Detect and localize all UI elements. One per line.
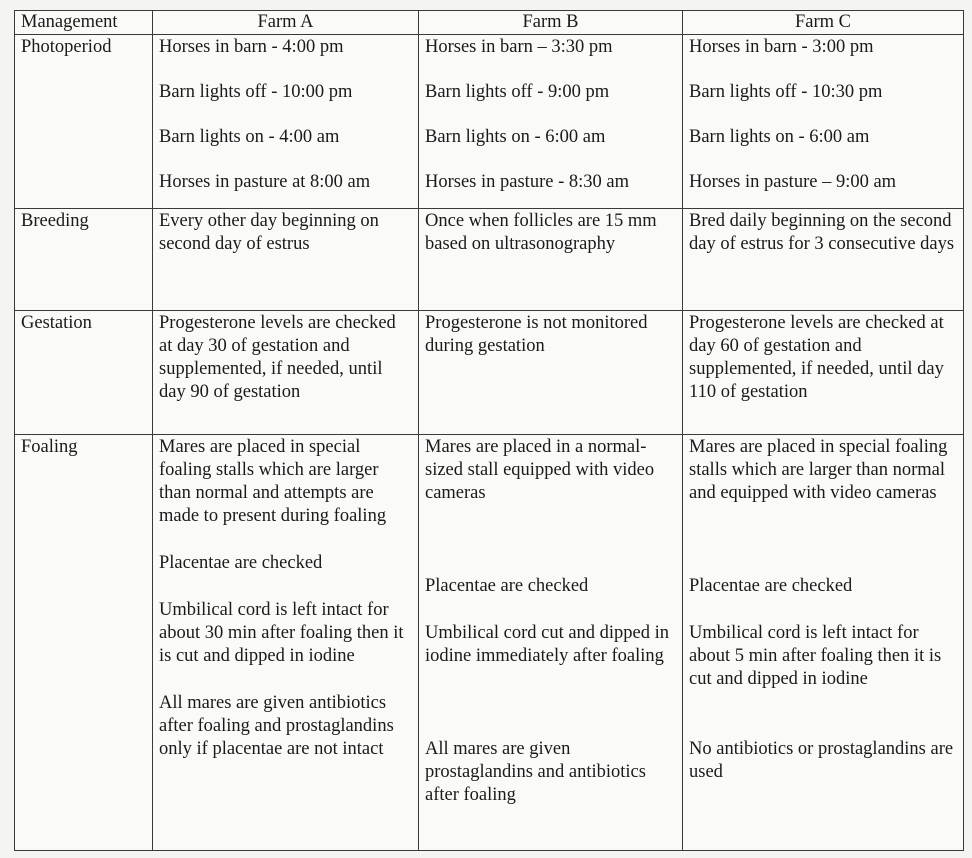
- cell-breeding-farm-b: [419, 209, 683, 311]
- header-management: Management: [15, 11, 153, 35]
- cell-text: Horses in pasture - 8:30 am: [425, 172, 629, 192]
- table-row-gestation: [15, 311, 964, 435]
- header-farm-c: Farm C: [683, 11, 964, 35]
- cell-text: No antibiotics or prostaglandins are used: [689, 739, 954, 782]
- cell-text: Progesterone levels are checked at day 60 of gestation and supplemented, if needed, until day 110 of gestation: [689, 313, 944, 402]
- cell-text: Placentae are checked: [425, 576, 589, 596]
- header-row: [15, 11, 964, 35]
- cell-text: All mares are given prostaglandins and antibiotics after foaling: [425, 739, 646, 805]
- cell-foaling-farm-a: [153, 435, 419, 851]
- cell-text: Umbilical cord cut and dipped in iodine immediately after foaling: [425, 623, 670, 666]
- cell-foaling-farm-c: [683, 435, 964, 851]
- table-row-breeding: [15, 209, 964, 311]
- cell-text: Barn lights off - 10:30 pm: [689, 82, 883, 102]
- cell-text: All mares are given antibiotics after foaling and prostaglandins only if placentae are not intact: [159, 693, 394, 759]
- cell-text: Mares are placed in special foaling stalls which are larger than normal and attempts are made to present during foaling: [159, 437, 387, 526]
- cell-text: Horses in barn - 3:00 pm: [689, 37, 874, 57]
- cell-text: Horses in barn - 4:00 pm: [159, 37, 344, 57]
- cell-gestation-farm-a: [153, 311, 419, 435]
- cell-gestation-farm-b: [419, 311, 683, 435]
- cell-text: Placentae are checked: [689, 576, 853, 596]
- cell-text: Mares are placed in special foaling stalls which are larger than normal and equipped with video cameras: [689, 437, 948, 503]
- cell-text: Barn lights on - 4:00 am: [159, 127, 340, 147]
- cell-photoperiod-farm-b: [419, 35, 683, 209]
- table-row-photoperiod: [15, 35, 964, 209]
- cell-text: Placentae are checked: [159, 553, 323, 573]
- cell-text: Barn lights off - 9:00 pm: [425, 82, 610, 102]
- header-farm-b: Farm B: [419, 11, 683, 35]
- row-label-foaling: Foaling: [15, 435, 153, 851]
- table-row-foaling: [15, 435, 964, 851]
- cell-text: Horses in pasture – 9:00 am: [689, 172, 897, 192]
- cell-text: Progesterone levels are checked at day 30 of gestation and supplemented, if needed, until day 90 of gestation: [159, 313, 396, 402]
- cell-photoperiod-farm-c: [683, 35, 964, 209]
- cell-text: Every other day beginning on second day of estrus: [159, 211, 379, 254]
- cell-breeding-farm-a: [153, 209, 419, 311]
- cell-text: Barn lights off - 10:00 pm: [159, 82, 353, 102]
- cell-gestation-farm-c: [683, 311, 964, 435]
- cell-text: Progesterone is not monitored during gestation: [425, 313, 648, 356]
- cell-breeding-farm-c: [683, 209, 964, 311]
- cell-text: Umbilical cord is left intact for about 5 min after foaling then it is cut and dipped in iodine: [689, 623, 942, 689]
- row-label-photoperiod: Photoperiod: [15, 35, 153, 209]
- header-farm-a: Farm A: [153, 11, 419, 35]
- cell-text: Mares are placed in a normal-sized stall equipped with video cameras: [425, 437, 655, 503]
- cell-text: Horses in barn – 3:30 pm: [425, 37, 613, 57]
- row-label-breeding: Breeding: [15, 209, 153, 311]
- cell-text: Bred daily beginning on the second day of estrus for 3 consecutive days: [689, 211, 955, 254]
- cell-text: Umbilical cord is left intact for about 30 min after foaling then it is cut and dipped in iodine: [159, 600, 404, 666]
- cell-text: Horses in pasture at 8:00 am: [159, 172, 371, 192]
- cell-foaling-farm-b: [419, 435, 683, 851]
- row-label-gestation: Gestation: [15, 311, 153, 435]
- management-comparison-table: [14, 10, 964, 851]
- cell-text: Barn lights on - 6:00 am: [689, 127, 870, 147]
- cell-text: Barn lights on - 6:00 am: [425, 127, 606, 147]
- cell-photoperiod-farm-a: [153, 35, 419, 209]
- cell-text: Once when follicles are 15 mm based on ultrasonography: [425, 211, 657, 254]
